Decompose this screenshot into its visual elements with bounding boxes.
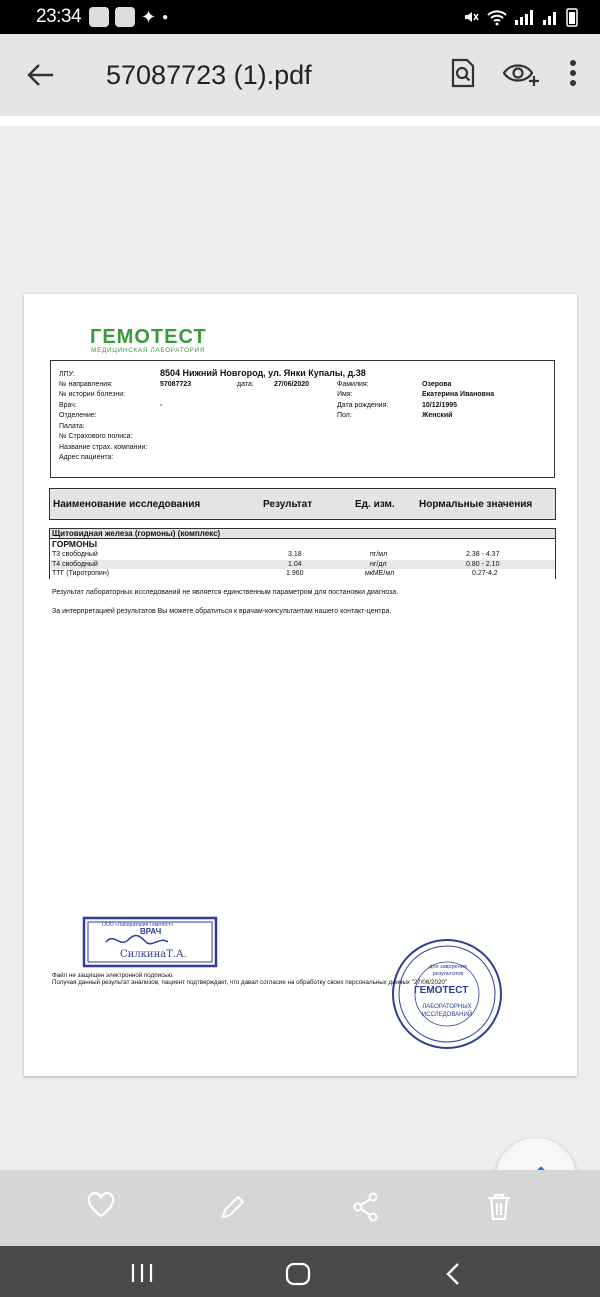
share-icon [352, 1192, 380, 1222]
ward-label: Палата: [59, 423, 85, 430]
results-table [49, 528, 556, 579]
app-bar [0, 34, 600, 116]
share-button[interactable] [352, 1192, 380, 1227]
row-normal: 0.27-4.2 [472, 570, 498, 577]
edit-icon [218, 1192, 248, 1222]
appbar-divider [0, 116, 600, 126]
footer-consent-note: Получая данный результат анализов, пациент подтверждает, что давал согласие на обработку своих персональных данных "27/06/2020" [52, 979, 447, 986]
birth-value: 10/12/1995 [422, 402, 458, 409]
round-stamp-top: для заворения результатов [429, 964, 467, 977]
sex-label: Пол: [337, 412, 352, 419]
delete-button[interactable] [486, 1192, 512, 1227]
system-icons [462, 7, 578, 27]
section-row [50, 529, 555, 539]
row-normal: 0.80 - 2.10 [466, 561, 500, 568]
logo-name: ГЕМОТЕСТ [90, 326, 207, 348]
name-label: Имя: [337, 391, 353, 398]
surname-value: Озерова [422, 381, 452, 388]
heart-icon [87, 1192, 115, 1218]
date-value: 27/06/2020 [274, 381, 310, 388]
lab-logo [90, 326, 207, 354]
home-icon [285, 1262, 311, 1286]
row-name: Т3 свободный [52, 551, 98, 558]
table-row [50, 550, 555, 560]
birth-label: Дата рождения: [337, 402, 389, 409]
search-document-button[interactable] [450, 58, 476, 93]
direction-value: 57087723 [160, 381, 192, 388]
patient-info-box [50, 360, 555, 478]
policy-label: № Страхового полиса: [59, 433, 133, 440]
notification-app-icon-2 [115, 7, 135, 27]
doctor-value: - [160, 402, 163, 409]
doctor-stamp-title: ВРАЧ [140, 927, 162, 936]
lpu-value: 8504 Нижний Новгород, ул. Янки Купалы, д.38 [160, 368, 366, 378]
surname-label: Фамилия: [337, 381, 369, 388]
lab-round-stamp [390, 937, 504, 1051]
doctor-stamp-name: СилкинаТ.А. [120, 949, 187, 960]
nav-back-icon [444, 1262, 462, 1286]
trash-icon [486, 1192, 512, 1222]
favorite-button[interactable] [87, 1192, 115, 1223]
status-time: 23:34 [36, 6, 82, 27]
column-normal: Нормальные значения [419, 499, 533, 510]
direction-label: № направления: [59, 381, 113, 388]
row-unit: пг/мл [370, 551, 388, 558]
results-column-header [49, 488, 556, 520]
note-consultants: За интерпретацией результатов Вы можете обратиться к врачам-консультантам нашего контакт-центра. [52, 608, 392, 615]
signal-icon-2 [542, 8, 560, 26]
eye-add-icon [502, 58, 542, 88]
table-row [50, 569, 555, 579]
doctor-stamp [82, 916, 218, 968]
back-button[interactable] [0, 34, 80, 116]
column-result: Результат [263, 499, 313, 510]
status-bar [0, 0, 600, 34]
section-title: Щитовидная железа (гормоны) (комплекс) [52, 529, 221, 538]
note-diagnosis: Результат лабораторных исследований не является единственным параметром для постановки диагноза. [52, 589, 399, 596]
round-stamp-name: ГЕМОТЕСТ [414, 985, 469, 996]
column-name: Наименование исследования [53, 499, 201, 510]
more-options-button[interactable] [568, 59, 578, 92]
battery-icon [566, 7, 578, 27]
logo-subtitle: МЕДИЦИНСКАЯ ЛАБОРАТОРИЯ [91, 347, 206, 354]
row-result: 3.18 [288, 551, 302, 558]
document-title: 57087723 (1).pdf [106, 59, 312, 90]
footer-signature-note: Файл не защищен электронной подписью. [52, 972, 174, 979]
department-label: Отделение: [59, 412, 97, 419]
notification-icons [89, 7, 168, 28]
row-result: 1.04 [288, 561, 302, 568]
history-label: № истории болезни: [59, 391, 126, 398]
recent-apps-icon [130, 1262, 154, 1284]
doctor-stamp-org: ООО «Лаборатория Гемотест» [102, 922, 174, 928]
date-label: дата: [237, 381, 254, 388]
eye-add-button[interactable] [502, 58, 542, 93]
back-arrow-icon [25, 62, 55, 88]
recent-apps-button[interactable] [130, 1262, 154, 1289]
lpu-label: ЛПУ: [59, 371, 75, 378]
name-value: Екатерина Ивановна [422, 391, 495, 398]
doctor-label: Врач: [59, 402, 77, 409]
row-unit: мкМЕ/мл [365, 570, 395, 577]
address-label: Адрес пациента: [59, 454, 114, 461]
row-result: 1.960 [286, 570, 304, 577]
group-row [50, 539, 555, 550]
column-unit: Ед. изм. [355, 499, 395, 510]
document-viewer[interactable] [0, 126, 600, 1170]
row-unit: нг/дл [370, 561, 387, 568]
search-document-icon [450, 58, 476, 88]
bottom-action-bar [0, 1170, 600, 1246]
system-nav-bar [0, 1246, 600, 1297]
row-normal: 2.38 - 4.37 [466, 551, 500, 558]
insurance-label: Название страх. компании: [59, 444, 148, 451]
sex-value: Женский [422, 412, 453, 419]
home-button[interactable] [285, 1262, 311, 1291]
more-dot-icon: ● [162, 11, 169, 23]
row-name: ТТГ (Тиротропин) [52, 570, 110, 577]
appbar-actions [450, 58, 600, 93]
row-name: Т4 свободный [52, 561, 98, 568]
more-vert-icon [568, 59, 578, 87]
sparkle-icon: ✦ [141, 6, 157, 27]
round-stamp-bottom: ЛАБОРАТОРНЫХ ИССЛЕДОВАНИЙ [421, 1004, 473, 1018]
pdf-page [24, 294, 577, 1076]
wifi-icon [486, 8, 508, 26]
edit-button[interactable] [218, 1192, 248, 1227]
group-title: ГОРМОНЫ [52, 539, 98, 549]
signal-icon [514, 8, 536, 26]
mute-icon [462, 8, 480, 26]
notification-app-icon [89, 7, 109, 27]
nav-back-button[interactable] [444, 1262, 462, 1291]
